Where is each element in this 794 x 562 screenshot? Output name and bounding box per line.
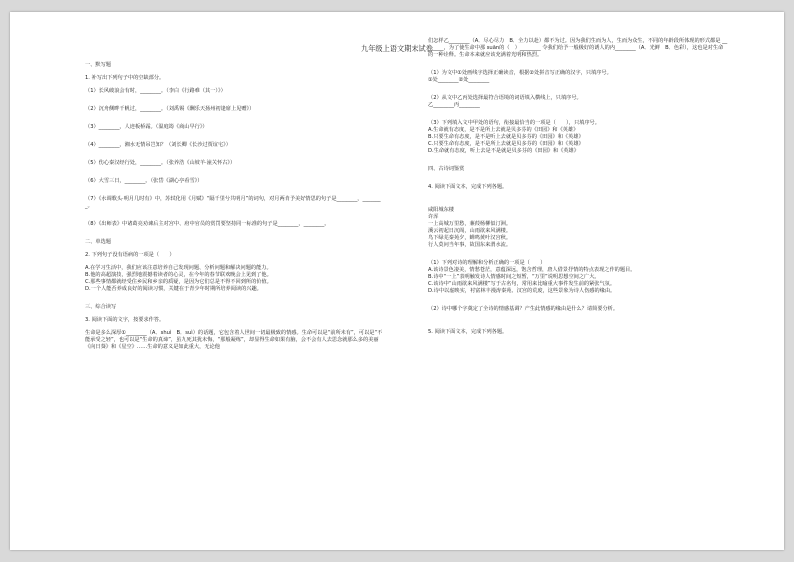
right-line: 4. 阅读下面文本，完成下列各题。 xyxy=(428,184,508,190)
right-line: 咸阳城东楼 xyxy=(428,207,454,213)
right-line: B.只要生命有态度，是不是听上去就是贝多芬的《田园》和《英雄》 xyxy=(428,134,584,140)
right-line: 四、古诗词鉴赏 xyxy=(428,166,465,172)
right-line: D.生命就有态度，听上去是不是就是贝多芬的《田园》和《英雄》 xyxy=(428,148,579,154)
left-line: 1. 补写出下列句子中的空缺部分。 xyxy=(85,75,165,81)
left-line: 2. 下列句子没有语病的一项是（ ） xyxy=(85,252,175,258)
right-line: C.该诗中“山雨欲来风满楼”写于古名句，常用来比喻重大事件发生前的紧张气氛。 xyxy=(428,281,616,287)
right-line: A.该诗景色凄美，情愁苍茫，意蕴深远，饱含哲理，唐人借景抒情的特点表现之作的题目。 xyxy=(428,267,636,273)
left-line: 3. 阅读下面的文字，按要求作答。 xyxy=(85,317,165,323)
left-line: （2）沉舟侧畔千帆过，________。（刘禹锡《酬乐天扬州初逢席上见赠》） xyxy=(85,106,255,112)
right-line: （2）诗中哪个字奠定了全诗的情感基调？产生此情感的缘由是什么？请简要分析。 xyxy=(428,306,619,312)
left-line: A.在学习生活中，我们应该注意培养自己发现问题、分析问题和解决问题的能力。 xyxy=(85,265,272,271)
right-line: 们怎样乙________（A．尽心尽力 B．全力以赴）都不为过。因为我们生而为人，生而为众生，不同的年龄段所体现的形式都是 ________，为了使生命中那 suān的（ ）________ 令我们给予一般极好的诱人的内________（A．光鲜 B．色彩），这也是对生命的一种诠释。生命本来就应该充满着光明和热烈。 xyxy=(428,38,728,58)
right-line: D.诗中以虚映实，衬富林丰漫涛秦苑、汉宫的荒废，这些景象为诗人伤感的缘由。 xyxy=(428,288,616,294)
exam-page xyxy=(10,12,784,550)
left-line: 生命是多么深厚①________（A．shuì B．suì）的话题，它包含着人世间一切最极致的情感。生命可以是“前所未有”，可以是“不能承受之轻”，也可以是“生命的真谛”，虽九死其犹未悔，“那般凝练”，却显得生命如果有脑，会不会有人去思念就那么多的美丽《向日葵》和《星空》……生命的意义是如此重大，无论他 xyxy=(85,330,383,350)
right-line: （3）下列填入文中甲处的语句，衔接最恰当的一项是（ ），只填序号。 xyxy=(428,120,600,126)
right-line: （1）为文中①处画线字选择正确读音，根据②处拼音写正确的汉字，只填序号。 xyxy=(428,70,612,76)
left-line: （7）《水调歌头·明月几时有》中，苏轼化用《月赋》“隔千里兮共明月”的词句，对月两肯予美好情思的句子是________，________。 xyxy=(85,196,381,209)
left-column xyxy=(85,62,385,351)
right-line: B.诗中“一上”表明触发诗人情感时间之短暂，“万里”说明思想空间之广大。 xyxy=(428,274,600,280)
right-line: A.生命就有态度，是不是所上去就是贝多芬的《田园》和《英雄》 xyxy=(428,127,579,133)
left-line: （3）________，人迹板桥霜。（温庭筠《商山早行》） xyxy=(85,124,208,130)
right-line: 鸟下绿芜秦苑夕，蝉鸣黄叶汉宫秋。 xyxy=(428,235,512,241)
right-column xyxy=(428,38,728,336)
right-line: C.只要生命有态度，是不是所上去就是贝多芬的《田园》和《英雄》 xyxy=(428,141,584,147)
right-line: ①处________②处________ xyxy=(428,77,490,83)
left-line: 一、默写题 xyxy=(85,62,111,68)
left-line: 三、综合读写 xyxy=(85,304,117,310)
right-line: （2）从文中乙丙处选择最符合语境的词语填入横线上，只填序号。 xyxy=(428,95,582,101)
left-line: （6）大雪三日，________。（张岱《湖心亭看雪》） xyxy=(85,178,203,184)
right-line: 行人莫问当年事，故国东来渭水流。 xyxy=(428,242,512,248)
left-line: （1）长风破浪会有时，________。（李白《行路难（其一）》） xyxy=(85,88,226,94)
left-line: C.那些事情都就经受住乡民和乡亲的质疑，是因为它们总是不得不回到所的价值。 xyxy=(85,279,272,285)
left-line: B.他的高超演技，强烈地震撼着读者的心灵，在今年的春节联欢晚会上见到了他。 xyxy=(85,272,272,278)
page-title: 九年级上语文期末试卷 xyxy=(361,44,433,53)
right-line: 乙________丙________ xyxy=(428,102,480,108)
right-line: 溪云初起日沉阁，山雨欲来风满楼。 xyxy=(428,228,512,234)
left-line: 二、单选题 xyxy=(85,239,111,245)
left-line: （4）________，湘水无情吊岂知？（刘长卿《长沙过贾谊宅》） xyxy=(85,142,231,148)
left-line: （8）《出师表》中诸葛亮劝谏后主对宫中、府中官员的赏罚要坚持同一标准的句子是________，________。 xyxy=(85,221,330,227)
right-line: 许浑 xyxy=(428,214,439,220)
left-line: D.一个人能否养成良好的阅读习惯，关键在于青少年时期所培养阅读的兴趣。 xyxy=(85,286,262,292)
right-line: 5. 阅读下面文本，完成下列各题。 xyxy=(428,329,508,335)
right-line: 一上高城万里愁，蒹葭杨柳似汀洲。 xyxy=(428,221,512,227)
right-line: （1）下列对诗的理解和分析正确的一项是（ ） xyxy=(428,260,546,266)
left-line: （5）伤心秦汉经行处，________。（张养浩《山坡羊·潼关怀古》） xyxy=(85,160,236,166)
